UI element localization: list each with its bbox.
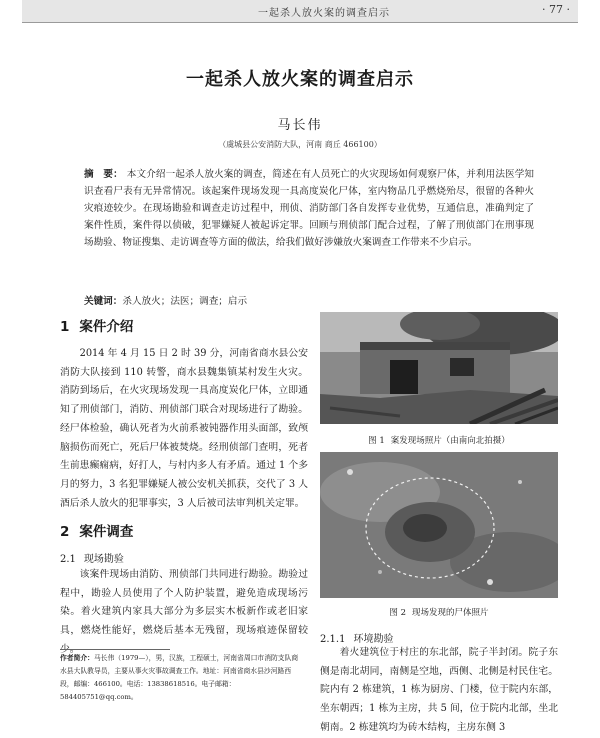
figure-1-photo [320, 312, 558, 424]
article-title: 一起杀人放火案的调查启示 [186, 69, 414, 90]
subsection-2-1-paragraph: 该案件现场由消防、刑侦部门共同进行勘验。勘验过程中，勘验人员使用了个人防护装置，避免造成现场污染。着火建筑内家具大部分为多层实木板新作或老旧家具，燃烧性能好，燃烧后基本无残留，现场痕迹保留较少。 [60, 569, 308, 655]
subsection-2-1-1-paragraph: 着火建筑位于村庄的东北部，院子半封闭。院子东侧是南北胡同，南侧是空地，西侧、北侧是村民住宅。院内有 2 栋建筑，1 栋为厨房、门楼，位于院内东部，坐东朝西；1 栋为主房，共 5 间，位于院内北部，坐北朝南。2 栋建筑均为砖木结构，主房东侧 3 [320, 647, 558, 733]
section-2-heading [60, 520, 133, 540]
figure-2-photo [320, 452, 558, 598]
abstract-text: 本文介绍一起杀人放火案的调查，简述在有人员死亡的火灾现场如何观察尸体，并利用法医学知识查看尸表有无异常情况。该起案件现场发现一具高度炭化尸体，室内物品几乎燃烧殆尽，很留的各种火灾痕迹较少。在现场勘验和调查走访过程中，刑侦、消防部门各自发挥专业优势，互通信息，准确判定了案件性质，案件得以侦破，犯罪嫌疑人被起诉定罪。回顾与刑侦部门配合过程，了解了刑侦部门在刑事现场勘验、物证搜集、走访调查等方面的做法，给我们做好涉嫌放火案调查工作带来不少启示。 [84, 169, 535, 248]
subsection-2-1-1-title: 环境勘验 [353, 634, 394, 645]
page-number: · 77 · [542, 3, 570, 16]
author-affiliation: （虞城县公安消防大队，河南 商丘 466100） [218, 140, 382, 149]
subsection-2-1-number: 2.1 [60, 554, 76, 565]
running-title: 一起杀人放火案的调查启示 [258, 8, 390, 19]
author-footnote [60, 652, 300, 704]
section-2-number: 2 [60, 524, 70, 540]
section-1-number: 1 [60, 319, 70, 335]
figure-1-caption [320, 434, 558, 446]
footnote-rule [60, 649, 170, 650]
section-1-title: 案件介绍 [79, 319, 134, 335]
footnote-text: 马长伟（1979—），男，汉族，工程硕士，河南省周口市消防支队商水县大队教导员，主要从事火灾事故调查工作。地址：河南省商水县沙河路西段，邮编：466100。电话：13838618516。电子邮箱：584405751@qq.com。 [60, 654, 299, 701]
subsection-2-1-heading [60, 550, 124, 565]
subsection-2-1-1-number: 2.1.1 [320, 634, 346, 645]
body-photo-image [320, 452, 558, 598]
keywords-text: 杀人放火；法医；调查；启示 [122, 296, 248, 307]
figure-2-caption-text: 现场发现的尸体照片 [412, 608, 489, 618]
figure-2-label: 图 2 [389, 608, 407, 618]
section-1-heading [60, 315, 133, 335]
running-header [22, 0, 578, 23]
keywords-label: 关键词： [84, 296, 123, 307]
figure-1-caption-text: 案发现场照片（由南向北拍摄） [390, 436, 510, 446]
author-name: 马长伟 [277, 118, 323, 133]
section-1-paragraph: 2014 年 4 月 15 日 2 时 39 分，河南省商水县公安消防大队接到 110 转警，商水县魏集镇某村发生火灾。消防到场后，在火灾现场发现一具高度炭化尸体，立即通知了刑侦部门，消防、刑侦部门联合对现场进行了勘验。经尸体检验，确认死者为火前系被钝器作用头面部，致颅脑损伤而死亡，死后尸体被焚烧。经刑侦部门查明，死者生前患癫痫病，好打人，与村内多人有矛盾。通过 1 个多月的努力，3 名犯罪嫌疑人被公安机关抓获，交代了 3 人酒后杀人放火的犯罪事实，3 人后被司法审判机关定罪。 [60, 348, 308, 509]
subsection-2-1-1-heading [320, 630, 393, 645]
keywords [84, 293, 534, 307]
figure-1-label: 图 1 [368, 436, 385, 446]
subsection-2-1-title: 现场勘验 [83, 554, 124, 565]
abstract-label: 摘 要： [84, 169, 123, 180]
crime-scene-photo-image [320, 312, 558, 424]
footnote-label: 作者简介： [60, 654, 94, 662]
figure-2-caption [320, 606, 558, 618]
section-2-title: 案件调查 [79, 524, 134, 540]
abstract [84, 166, 534, 251]
